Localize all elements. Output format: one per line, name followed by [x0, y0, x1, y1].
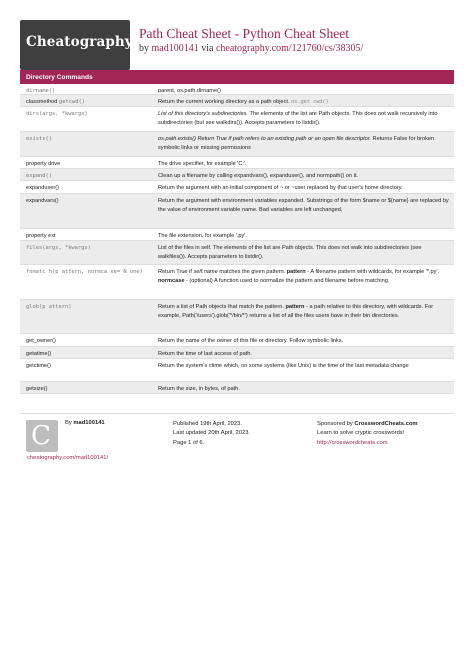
command-desc: Return a list of Path objects that match the pattern. pattern - a path relative to this directory, with wildcards. For example, Path('/users').glob('*/bin/*') returns a list of all the files users have in their bin directories.	[158, 304, 434, 319]
command-name: expandvars()	[26, 198, 59, 204]
table-row	[20, 300, 454, 334]
sheet-url-link[interactable]: cheatography.com/121760/cs/38305/	[215, 43, 364, 54]
via-label: via	[201, 43, 214, 54]
command-name: drive	[48, 161, 61, 167]
command-name: expand()	[26, 173, 52, 179]
command-desc: List of the files in self. The elements of the list are Path objects. This does not walk into subdirectories (see walkfiles()). Accepts parameters to listdir().	[158, 245, 422, 260]
published-date: Published 19th April, 2023.	[173, 421, 242, 427]
publish-info	[173, 420, 250, 448]
command-desc: parent, os.path.dirname()	[158, 88, 221, 94]
sponsor-tagline: Learn to solve cryptic crosswords!	[317, 430, 405, 437]
table-row	[20, 382, 454, 394]
table-row	[20, 347, 454, 359]
avatar-letter: C	[31, 421, 51, 451]
sponsor-name[interactable]: CrosswordCheats.com	[354, 421, 418, 427]
footer-author: By mad100141	[65, 420, 105, 426]
author-url-link[interactable]: cheatography.com/mad100141/	[27, 455, 109, 461]
table-row	[20, 157, 454, 169]
command-desc: The file extension, for example '.py'.	[158, 233, 247, 239]
table-row	[20, 169, 454, 181]
table-row	[20, 107, 454, 132]
sponsor-url-link[interactable]: http://crosswordcheats.com	[317, 439, 388, 446]
table-row	[20, 359, 454, 382]
page-number: Page 1 of 6.	[173, 439, 205, 446]
command-desc: Return the current working directory as a path object. os.get cwd()	[158, 99, 329, 105]
command-desc: Clean up a filename by calling expandvars(), expanduser(), and normpath() on it.	[158, 173, 358, 179]
updated-date: Last updated 20th April, 2023.	[173, 430, 251, 437]
table-row	[20, 95, 454, 107]
table-row	[20, 229, 454, 241]
command-name: getctime()	[26, 363, 51, 369]
page-title: Path Cheat Sheet - Python Cheat Sheet	[139, 26, 349, 41]
command-prefix: classmethod	[26, 99, 58, 105]
command-desc: Return the system's ctime which, on some systems (like Unix) is the time of the last metadata change	[158, 363, 409, 369]
command-name: fnmatc h(p attern, normca se= N one)	[26, 269, 143, 275]
command-desc: Return the name of the owner of this file or directory. Follow symbolic links.	[158, 338, 344, 344]
author-link[interactable]: mad100141	[151, 43, 199, 54]
table-row	[20, 194, 454, 229]
command-name: get_owner()	[26, 338, 56, 344]
footer-author-name[interactable]: mad100141	[73, 420, 105, 426]
sponsor-info: Sponsored by CrosswordCheats.com Learn to solve cryptic crosswords! http://crosswordcheats.com	[317, 420, 418, 448]
command-name: files(args, *kwargs)	[26, 245, 91, 251]
logo-text: Cheatography	[26, 34, 133, 50]
byline	[139, 43, 363, 54]
table-row	[20, 84, 454, 95]
command-name: expanduser()	[26, 185, 59, 191]
command-desc: Return the size, in bytes, of path.	[158, 386, 240, 392]
command-name: dirname()	[26, 88, 56, 94]
command-prefix: property	[26, 161, 47, 167]
command-name: dirs(args, *kwargs)	[26, 111, 88, 117]
table-row	[20, 132, 454, 157]
command-prefix: property	[26, 233, 47, 239]
author-avatar[interactable]	[26, 420, 58, 452]
command-name: exists()	[26, 136, 52, 142]
command-name: getsize()	[26, 386, 48, 392]
table-row	[20, 334, 454, 347]
table-row	[20, 241, 454, 265]
command-desc: List of this directory's subdirectories. The elements of the list are Path objects. This does not walk recursively into subdirectories (but see walkdirs()). Accepts parameters to listdir().	[158, 111, 438, 126]
page-footer	[20, 413, 454, 455]
command-desc: Return the time of last access of path.	[158, 351, 252, 357]
section-title: Directory Commands	[20, 70, 454, 84]
command-name: getcwd()	[58, 99, 85, 105]
command-name: ext	[48, 233, 56, 239]
command-desc: Return the argument with an initial component of ~ or ~user replaced by that user's home directory.	[158, 185, 403, 191]
page-header	[20, 20, 454, 72]
command-name: getatime()	[26, 351, 52, 357]
table-row	[20, 181, 454, 194]
command-name: glob(p attern)	[26, 304, 72, 310]
command-desc: os.path.exists() Return True if path refers to an existing path or an open file descriptor. Returns False for broken symbolic links or missing permissions	[158, 136, 435, 151]
table-row	[20, 265, 454, 300]
cheatography-logo[interactable]	[20, 20, 133, 70]
command-desc: Return True if self.name matches the given pattern. pattern - A filename pattern with wildcards, for example '*.py'. normcase - (optional) A function used to normalize the pattern and filename before matching.	[158, 269, 440, 284]
command-desc: The drive specifier, for example 'C:'.	[158, 161, 247, 167]
command-desc: Return the argument with environment variables expanded. Substrings of the form $name or ${name} are replaced by the value of environment variable name. Bad variables are left unchanged.	[158, 198, 449, 213]
by-label: by	[139, 43, 149, 54]
directory-commands-section	[20, 70, 454, 394]
